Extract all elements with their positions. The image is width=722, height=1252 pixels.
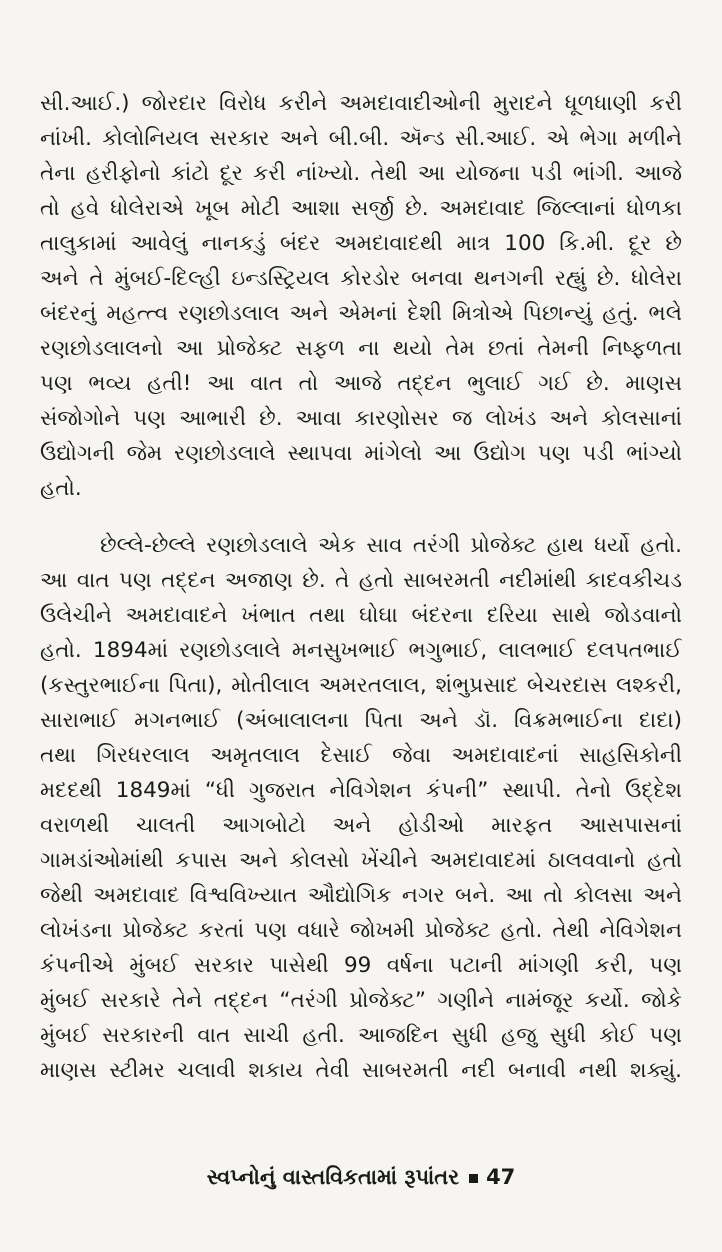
paragraph-line: માણસ સ્ટીમર ચલાવી શકાય તેવી સાબરમતી નદી બનાવી નથી શક્યું. bbox=[40, 1058, 682, 1083]
paragraph-line: તેના હરીફોનો કાંટો દૂર કરી નાંખ્યો. તેથી આ યોજના પડી ભાંગી. આજે bbox=[40, 161, 682, 186]
page-body-text bbox=[40, 86, 682, 1088]
paragraph-line: ઉદ્યોગની જેમ રણછોડલાલે સ્થાપવા માંગેલો આ ઉદ્યોગ પણ પડી ભાંગ્યો bbox=[40, 441, 682, 466]
paragraph-line: વરાળથી ચાલતી આગબોટો અને હોડીઓ મારફત આસપાસનાં bbox=[40, 813, 682, 838]
paragraph-line: મુંબઈ સરકારની વાત સાચી હતી. આજદિન સુધી હજુ સુધી કોઈ પણ bbox=[40, 1023, 682, 1048]
paragraph-line: પણ ભવ્ય હતી! આ વાત તો આજે તદ્દન ભુલાઈ ગઈ છે. માણસ bbox=[40, 371, 682, 396]
paragraph-line: મુંબઈ સરકારે તેને તદ્દન “તરંગી પ્રોજેક્ટ” ગણીને નામંજૂર કર્યો. જોકે bbox=[40, 988, 682, 1013]
square-bullet-icon bbox=[469, 1174, 478, 1183]
paragraph-line: હતો. 1894માં રણછોડલાલે મનસુખભાઈ ભગુભાઈ, લાલભાઈ દલપતભાઈ bbox=[40, 638, 682, 663]
paragraph-line: રણછોડલાલનો આ પ્રોજેક્ટ સફળ ના થયો તેમ છતાં તેમની નિષ્ફળતા bbox=[40, 336, 682, 361]
paragraph-line: તાલુકામાં આવેલું નાનકડું બંદર અમદાવાદથી માત્ર 100 કિ.મી. દૂર છે bbox=[40, 231, 682, 256]
paragraph-line: તથા ગિરધરલાલ અમૃતલાલ દેસાઈ જેવા અમદાવાદનાં સાહસિકોની bbox=[40, 743, 682, 768]
page-number: 47 bbox=[486, 1165, 516, 1189]
paragraph-line: (કસ્તુરભાઈના પિતા), મોતીલાલ અમરતલાલ, શંભુપ્રસાદ બેચરદાસ લશ્કરી, bbox=[40, 673, 682, 698]
paragraph-line: ઉલેચીને અમદાવાદને ખંભાત તથા ઘોઘા બંદરના દરિયા સાથે જોડવાનો bbox=[40, 603, 682, 628]
paragraph-line: લોખંડના પ્રોજેક્ટ કરતાં પણ વધારે જોખમી પ્રોજેક્ટ હતો. તેથી નેવિગેશન bbox=[40, 918, 682, 943]
paragraph-line: છેલ્લે-છેલ્લે રણછોડલાલે એક સાવ તરંગી પ્રોજેક્ટ હાથ ધર્યો હતો. bbox=[100, 533, 682, 558]
paragraph-1 bbox=[40, 86, 682, 506]
paragraph-line: હતો. bbox=[40, 476, 82, 501]
paragraph-line: સારાભાઈ મગનભાઈ (અંબાલાલના પિતા અને ડૉ. વિક્રમભાઈના દાદા) bbox=[40, 708, 682, 733]
paragraph-2 bbox=[40, 528, 682, 1088]
paragraph-line: ગામડાંઓમાંથી કપાસ અને કોલસો ખેંચીને અમદાવાદમાં ઠાલવવાનો હતો bbox=[40, 848, 682, 873]
paragraph-line: જેથી અમદાવાદ વિશ્વવિખ્યાત ઔદ્યોગિક નગર બને. આ તો કોલસા અને bbox=[40, 883, 682, 908]
footer-book-title: સ્વપ્નોનું વાસ્તવિકતામાં રૂપાંતર bbox=[206, 1165, 460, 1189]
paragraph-line: કંપનીએ મુંબઈ સરકાર પાસેથી 99 વર્ષના પટાની માંગણી કરી, પણ bbox=[40, 953, 682, 978]
paragraph-line: સી.આઈ.) જોરદાર વિરોધ કરીને અમદાવાદીઓની મુરાદને ધૂળધાણી કરી bbox=[40, 91, 682, 116]
paragraph-line: આ વાત પણ તદ્દન અજાણ છે. તે હતો સાબરમતી નદીમાંથી કાદવકીચડ bbox=[40, 568, 682, 593]
paragraph-line: બંદરનું મહત્ત્વ રણછોડલાલ અને એમનાં દેશી મિત્રોએ પિછાન્યું હતું. ભલે bbox=[40, 301, 682, 326]
paragraph-line: અને તે મુંબઈ-દિલ્હી ઇન્ડસ્ટ્રિયલ કોરડોર બનવા થનગની રહ્યું છે. ધોલેરા bbox=[40, 266, 682, 291]
paragraph-line: મદદથી 1849માં “ધી ગુજરાત નેવિગેશન કંપની” સ્થાપી. તેનો ઉદ્દેશ bbox=[40, 778, 682, 803]
page-footer bbox=[0, 1162, 722, 1192]
paragraph-line: નાંખી. કોલોનિયલ સરકાર અને બી.બી. ઍન્ડ સી.આઈ. એ ભેગા મળીને bbox=[40, 126, 682, 151]
paragraph-line: સંજોગોને પણ આભારી છે. આવા કારણોસર જ લોખંડ અને કોલસાનાં bbox=[40, 406, 682, 431]
paragraph-spacer bbox=[40, 506, 682, 528]
paragraph-line: તો હવે ધોલેરાએ ખૂબ મોટી આશા સર્જી છે. અમદાવાદ જિલ્લાનાં ધોળકા bbox=[40, 196, 682, 221]
